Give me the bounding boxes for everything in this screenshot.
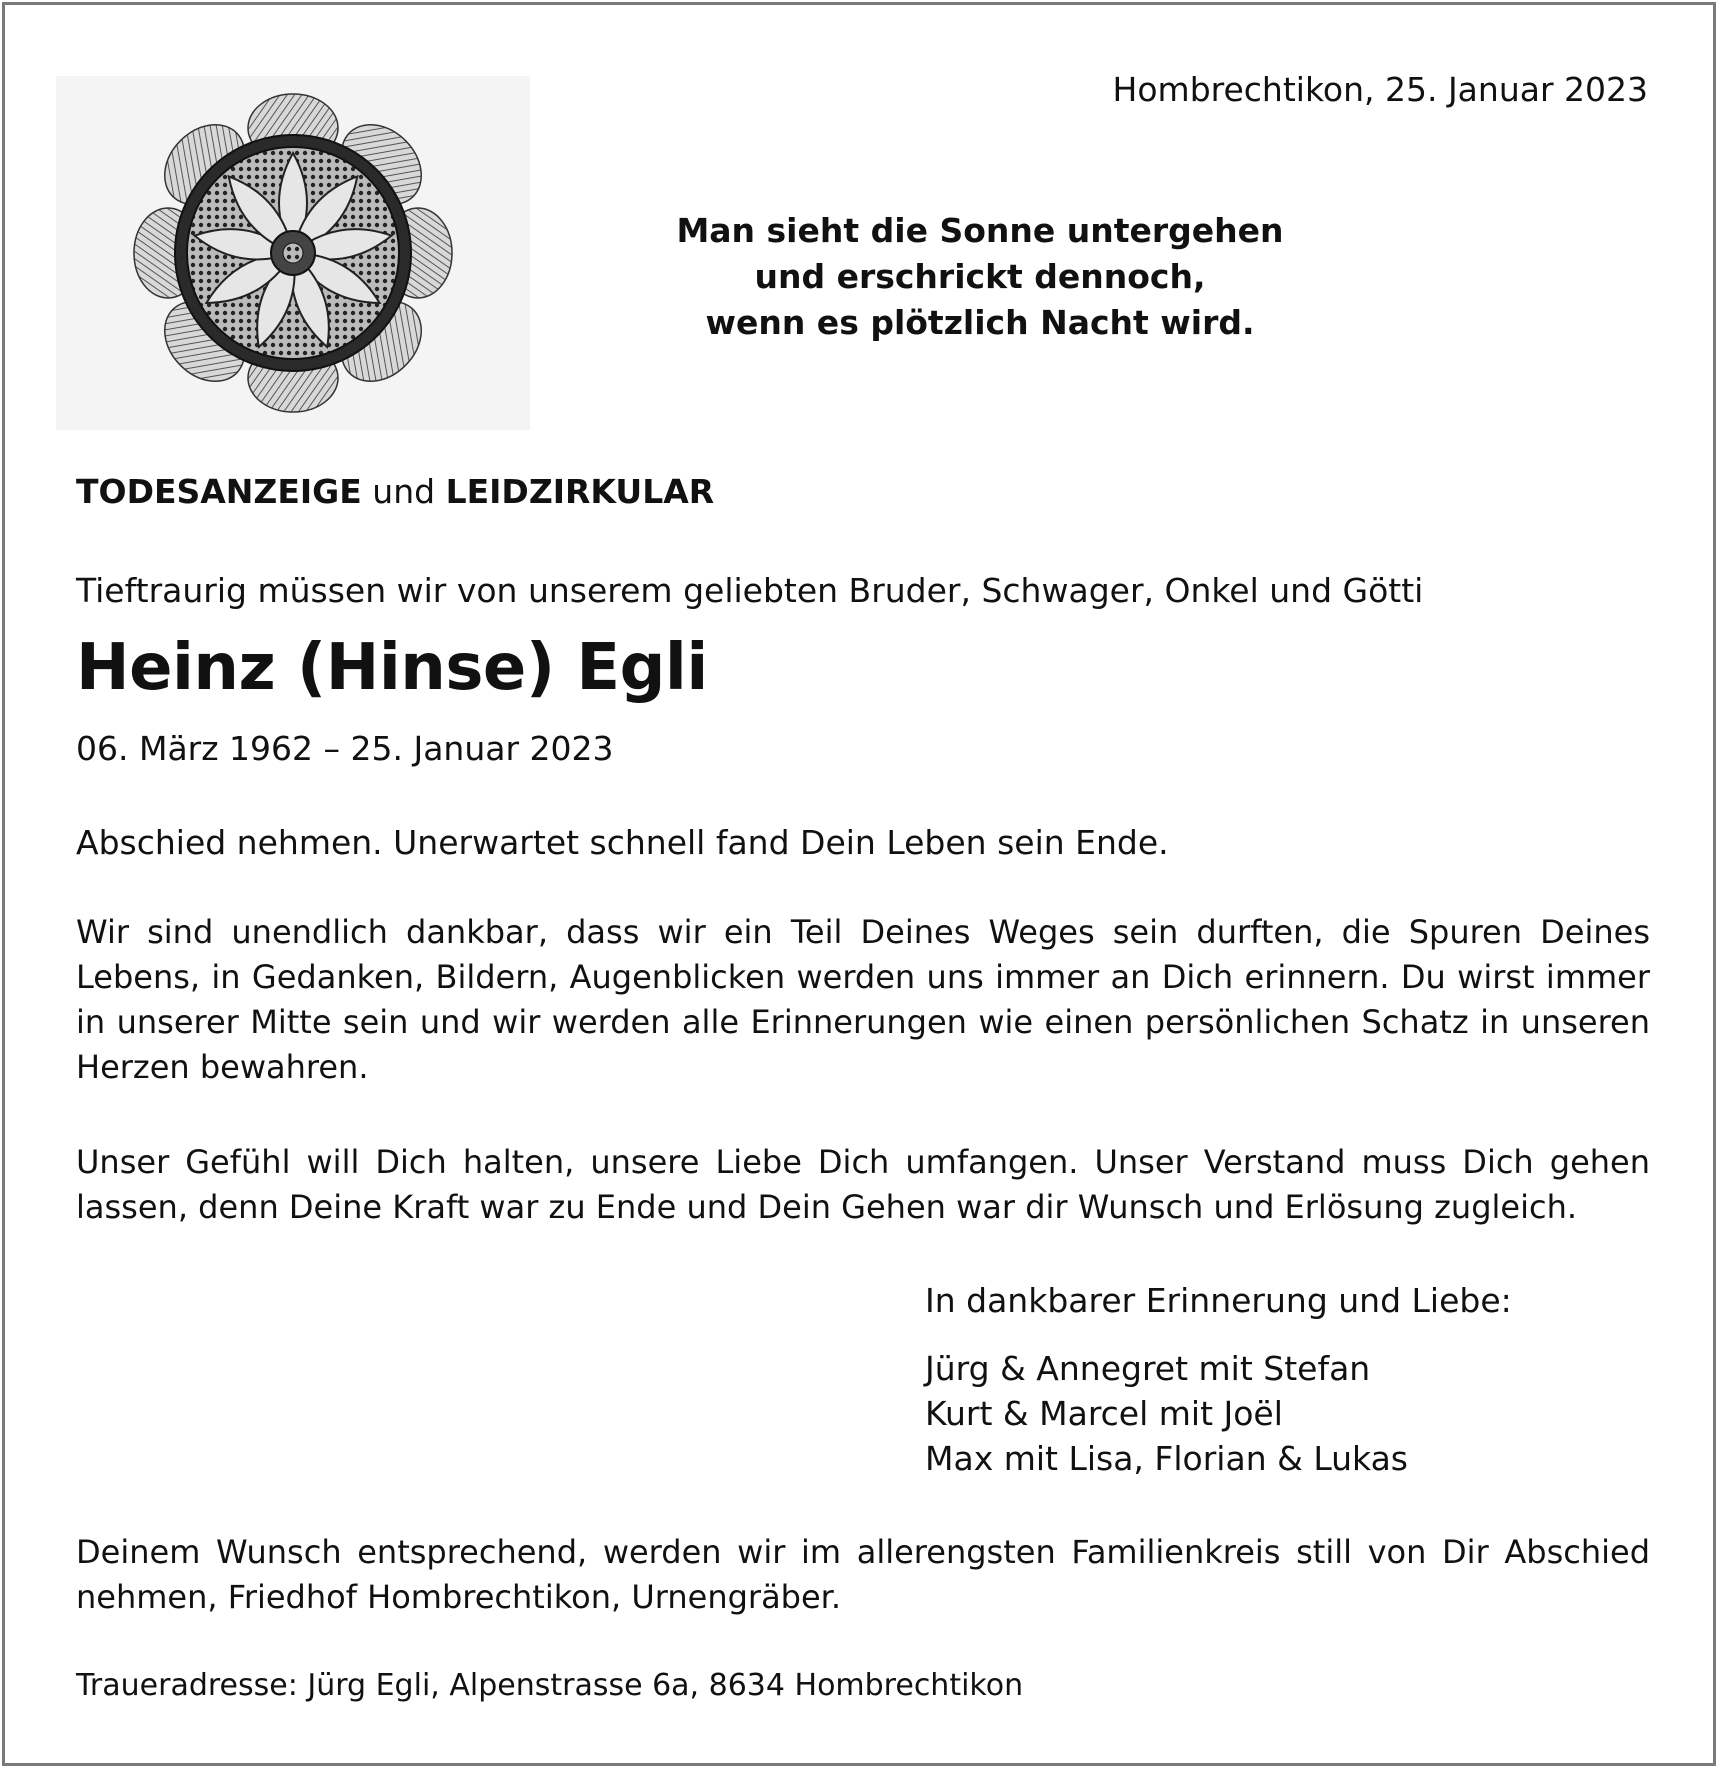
- signoff: In dankbarer Erinnerung und Liebe:: [925, 1281, 1512, 1320]
- paragraph-feelings: Unser Gefühl will Dich halten, unsere Liebe Dich umfangen. Unser Verstand muss Dich gehen lassen, denn Deine Kraft war zu Ende und Dein Gehen war dir Wunsch und Erlösung zugleich.: [76, 1143, 1650, 1226]
- paragraph-ceremony: Deinem Wunsch entsprechend, werden wir im allerengsten Familienkreis still von Dir Abschied nehmen, Friedhof Hombrechtikon, Urnengräber.: [76, 1533, 1650, 1616]
- heading-join: und: [361, 472, 446, 511]
- family-member: Max mit Lisa, Florian & Lukas: [925, 1439, 1408, 1478]
- paragraph-farewell: Abschied nehmen. Unerwartet schnell fand Dein Leben sein Ende.: [76, 823, 1169, 862]
- heading-leidzirkular: LEIDZIRKULAR: [445, 472, 715, 511]
- notice-heading: [76, 472, 714, 511]
- family-member: Jürg & Annegret mit Stefan: [925, 1349, 1371, 1388]
- motto-line: wenn es plötzlich Nacht wird.: [705, 303, 1255, 342]
- intro-text: Tieftraurig müssen wir von unserem geliebten Bruder, Schwager, Onkel und Götti: [76, 571, 1424, 610]
- heading-todesanzeige: TODESANZEIGE: [76, 472, 362, 511]
- paragraph-gratitude: Wir sind unendlich dankbar, dass wir ein Teil Deines Weges sein durften, die Spuren Deines Lebens, in Gedanken, Bildern, Augenblicken werden uns immer an Dich erinnern. Du wirst immer in unserer Mitte sein und wir werden alle Erinnerungen wie einen persönlichen Schatz in unseren Herzen bewahren.: [76, 913, 1650, 1086]
- motto-quote: [640, 208, 1320, 346]
- family-member: Kurt & Marcel mit Joël: [925, 1394, 1283, 1433]
- deceased-name: Heinz (Hinse) Egli: [76, 631, 708, 705]
- motto-line: und erschrickt dennoch,: [754, 257, 1206, 296]
- family-list: [925, 1346, 1408, 1481]
- life-dates: 06. März 1962 – 25. Januar 2023: [76, 729, 614, 768]
- mandala-illustration-icon: [56, 76, 530, 430]
- place-date: Hombrechtikon, 25. Januar 2023: [1112, 70, 1648, 109]
- mourning-address: Traueradresse: Jürg Egli, Alpenstrasse 6a, 8634 Hombrechtikon: [76, 1668, 1024, 1703]
- motto-line: Man sieht die Sonne untergehen: [676, 211, 1284, 250]
